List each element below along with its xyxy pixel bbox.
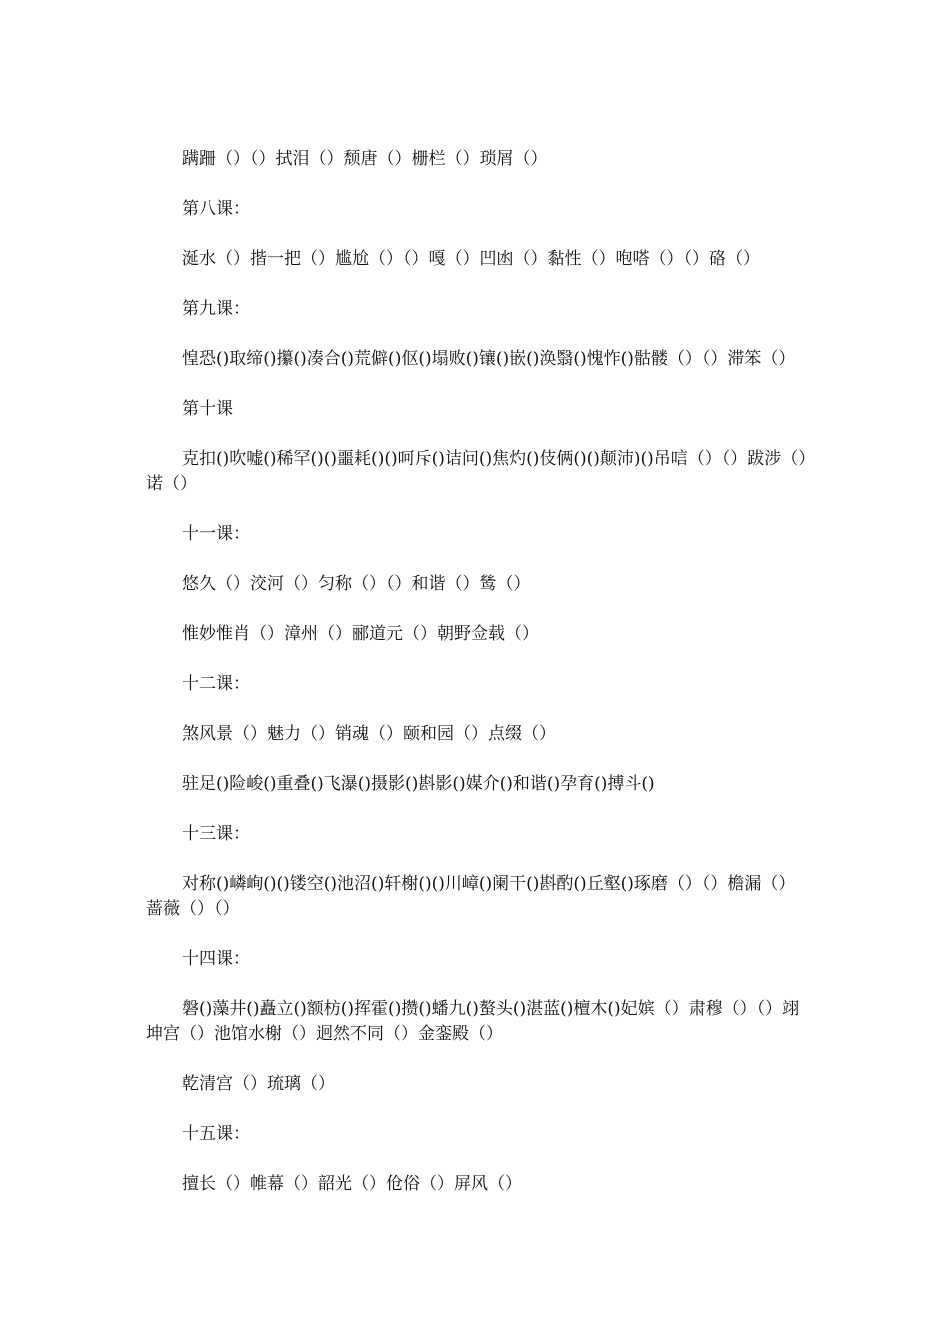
text-line-3: 惶恐()取缔()攥()凑合()荒僻()伛()塌败()镶()嵌()涣翳()愧怍()骷髅（）（）滞笨（） (182, 349, 796, 369)
lesson-heading-9: 第九课： (182, 299, 250, 319)
text-line-7: 煞风景（）魅力（）销魂（）颐和园（）点缀（） (182, 724, 556, 744)
text-line-11: 乾清宫（）琉璃（） (182, 1074, 335, 1094)
text-line-8: 驻足()险峻()重叠()飞瀑()摄影()斟影()媒介()和谐()孕育()搏斗() (182, 774, 655, 794)
text-line-10: 磐()藻井()矗立()额枋()挥霍()攒()蟠九()螯头()湛蓝()檀木()妃嫔（）肃穆（）（）翊坤宫（）池馆水榭（）迥然不同（）金銮殿（） (146, 999, 800, 1044)
lesson-heading-15: 十五课： (182, 1124, 250, 1144)
text-line-1: 蹒跚（）（）拭泪（）颓唐（）栅栏（）琐屑（） (182, 149, 548, 169)
text-line-12: 擅长（）帷幕（）韶光（）伧俗（）屏风（） (182, 1174, 522, 1194)
lesson-heading-11: 十一课： (182, 524, 250, 544)
document-page (146, 147, 810, 1197)
text-line-6: 惟妙惟肖（）漳州（）郦道元（）朝野佥载（） (182, 624, 539, 644)
lesson-heading-10: 第十课 (182, 399, 233, 419)
lesson-heading-8: 第八课： (182, 199, 250, 219)
text-line-5: 悠久（）洨河（）匀称（）（）和谐（）鸶（） (182, 574, 531, 594)
lesson-heading-12: 十二课： (182, 674, 250, 694)
lesson-heading-14: 十四课： (182, 949, 250, 969)
text-line-4: 克扣()吹嘘()稀罕()()噩耗()()呵斥()诘问()焦灼()伎俩()()颠沛)()吊唁（）（）跋涉（）诺（） (146, 449, 807, 494)
lesson-heading-13: 十三课： (182, 824, 250, 844)
text-line-9: 对称()嶙峋()()镂空()池沼()轩榭()()川嶂()阑干()斟酌()丘壑()琢磨（）（）檐漏（）蔷薇（）（） (146, 874, 796, 919)
text-line-2: 涎水（）揩一把（）尴尬（）（）嘎（）凹凼（）黏性（）咆嗒（）（）硌（） (182, 249, 760, 269)
